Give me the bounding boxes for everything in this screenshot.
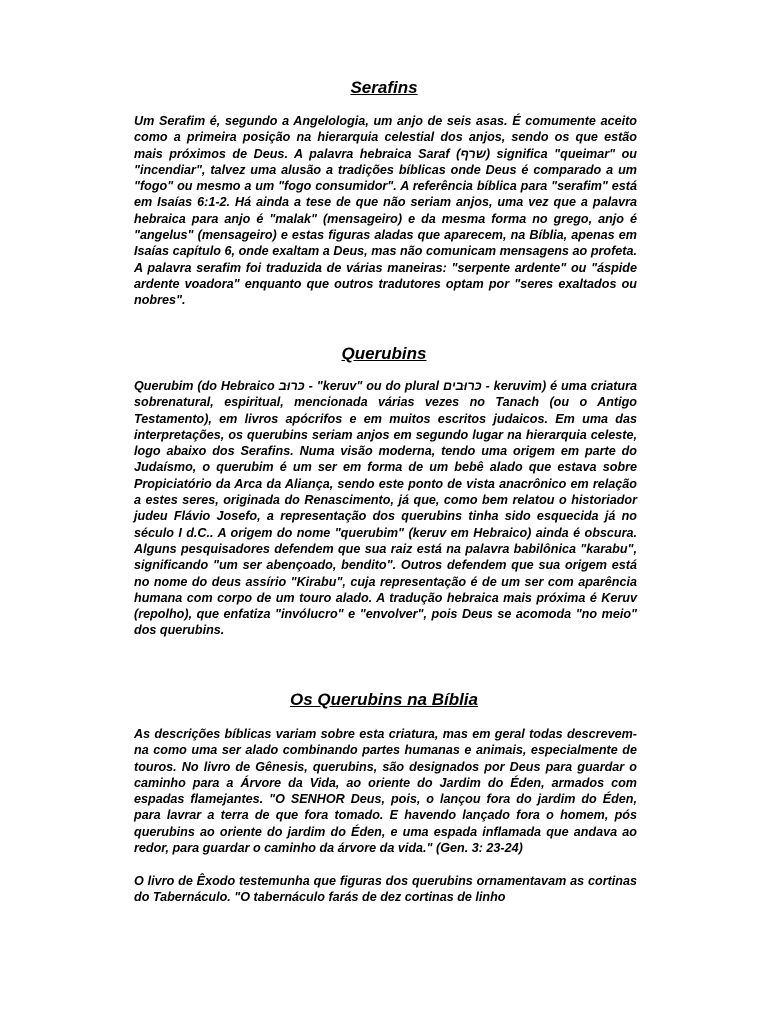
paragraph-biblia-genesis: As descrições bíblicas variam sobre esta criatura, mas em geral todas descrevem-na como uma ser alado combinando partes humanas e animais, especialmente de touros. No livro de Gênesis, querubins, são designados por Deus para guardar o caminho para a Árvore da Vida, ao oriente do Jardim do Éden, armados com espadas flamejantes. "O SENHOR Deus, pois, o lançou fora do jardim do Éden, para lavrar a terra de que fora tomado. E havendo lançado fora o homem, pós querubins ao oriente do jardim do Éden, e uma espada inflamada que andava ao redor, para guardar o caminho da árvore da vida." (Gen. 3: 23-24) bbox=[134, 727, 637, 856]
section-title-querubins-na-biblia: Os Querubins na Bíblia bbox=[290, 690, 478, 709]
section-title-querubins: Querubins bbox=[341, 344, 427, 363]
paragraph-biblia-exodo: O livro de Êxodo testemunha que figuras dos querubins ornamentavam as cortinas do Tabernáculo. "O tabernáculo farás de dez cortinas de linho bbox=[134, 874, 637, 905]
paragraph-querubins: Querubim (do Hebraico כּרוּב - "keruv" ou do plural כּרוּבים - keruvim) é uma criatura sobrenatural, espiritual, mencionada várias vezes no Tanach (ou o Antigo Testamento), em livros apócrifos e em muitos escritos judaicos. Em uma das interpretações, os querubins seriam anjos em segundo lugar na hierarquia celeste, logo abaixo dos Serafins. Numa visão moderna, tendo uma origem em parte do Judaísmo, o querubim é um ser em forma de um bebê alado que estava sobre Propiciatório da Arca da Aliança, sendo este ponto de vista anacrônico em relação a estes seres, originada do Renascimento, já que, como bem relatou o historiador judeu Flávio Josefo, a representação dos querubins tinha sido esquecida já no século I d.C.. A origem do nome "querubim" (keruv em Hebraico) ainda é obscura. Alguns pesquisadores defendem que sua raiz está na palavra babilônica "karabu", significando "um ser abençoado, bendito". Outros defendem que sua origem está no nome do deus assírio "Kirabu", cuja representação é de um ser com aparência humana com corpo de um touro alado. A tradução hebraica mais próxima é Keruv (repolho), que enfatiza "invólucro" e "envolver", pois Deus se acomoda "no meio" dos querubins. bbox=[134, 379, 637, 638]
paragraph-serafins: Um Serafim é, segundo a Angelologia, um anjo de seis asas. É comumente aceito como a primeira posição na hierarquia celestial dos anjos, sendo os que estão mais próximos de Deus. A palavra hebraica Saraf (שרף) significa "queimar" ou "incendiar", talvez uma alusão a tradições bíblicas onde Deus é comparado a um "fogo" ou mesmo a um "fogo consumidor". A referência bíblica para "serafim" está em Isaías 6:1-2. Há ainda a tese de que não seriam anjos, uma vez que a palavra hebraica para anjo é "malak" (mensageiro) e da mesma forma no grego, anjo é "angelus" (mensageiro) e estas figuras aladas que aparecem, na Bíblia, apenas em Isaías capítulo 6, onde exaltam a Deus, mas não comunicam mensagens ao profeta. A palavra serafim foi traduzida de várias maneiras: "serpente ardente" ou "áspide ardente voadora" enquanto que outros tradutores optam por "seres exaltados ou nobres". bbox=[134, 114, 638, 308]
section-title-serafins: Serafins bbox=[350, 78, 418, 97]
